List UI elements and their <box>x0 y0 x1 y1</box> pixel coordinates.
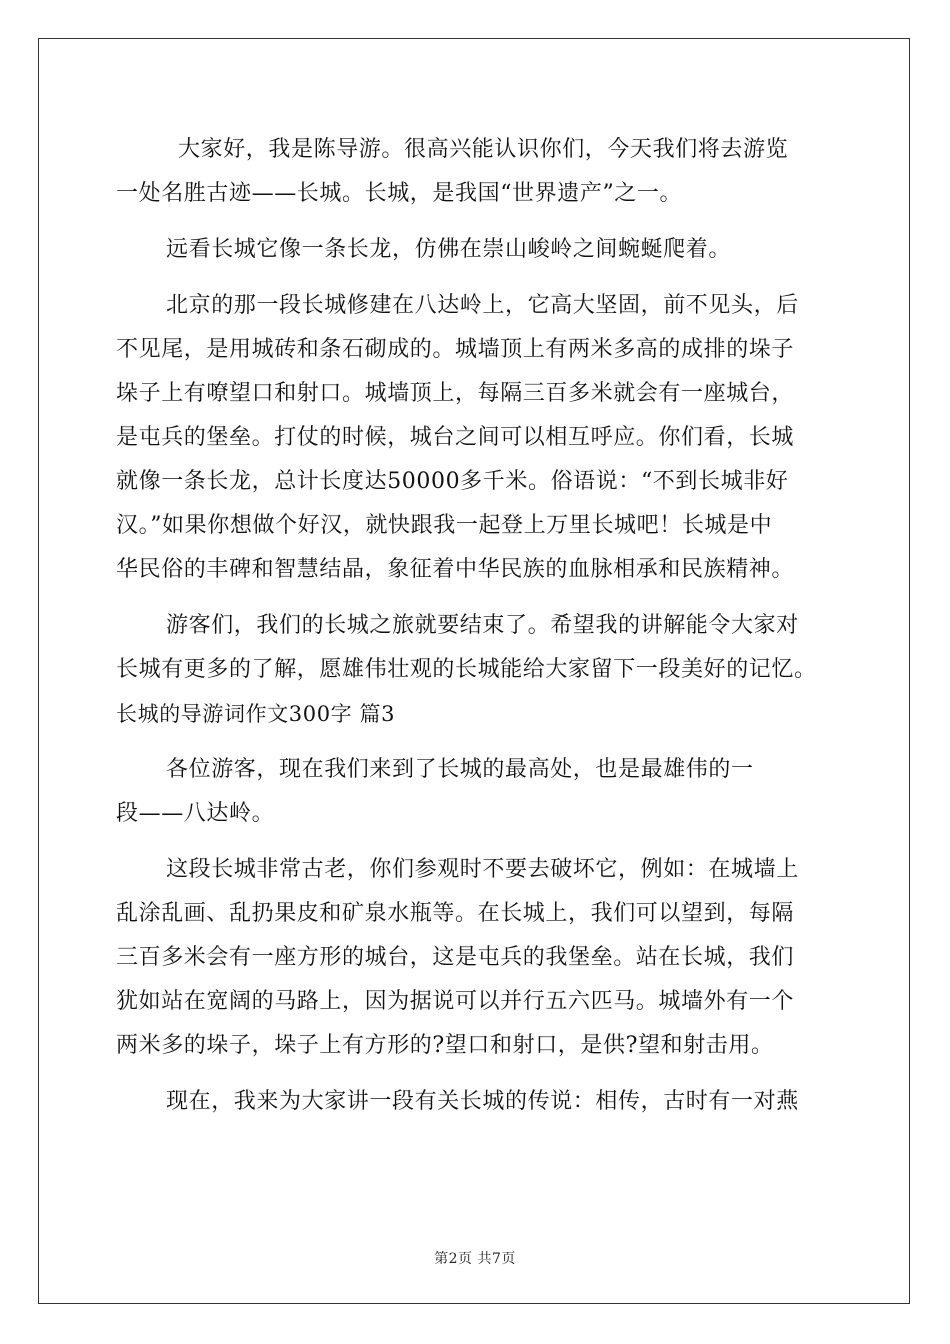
text-line: 就像一条长龙，总计长度达50000多千米。俗语说：“不到长城非好 <box>116 469 789 494</box>
text-line: 这段长城非常古老，你们参观时不要去破坏它，例如：在城墙上 <box>166 857 799 882</box>
paragraph-farewell <box>116 604 856 692</box>
text-line: 各位游客，现在我们来到了长城的最高处，也是最雄伟的一 <box>166 757 754 782</box>
text-line: 乱涂乱画、乱扔果皮和矿泉水瓶等。在长城上，我们可以望到，每隔 <box>116 901 795 926</box>
text-line: 北京的那一段长城修建在八达岭上，它高大坚固，前不见头，后 <box>166 293 799 318</box>
text-line: 游客们，我们的长城之旅就要结束了。希望我的讲解能令大家对 <box>166 613 799 638</box>
text-line: 是屯兵的堡垒。打仗的时候，城台之间可以相互呼应。你们看，长城 <box>116 425 795 450</box>
paragraph-legend <box>116 1080 856 1124</box>
text-line: 长城有更多的了解，愿雄伟壮观的长城能给大家留下一段美好的记忆。 <box>116 657 817 682</box>
paragraph-badaling <box>116 284 856 592</box>
text-line: 不见尾，是用城砖和条石砌成的。城墙顶上有两米多高的成排的垛子 <box>116 337 795 362</box>
paragraph-ancient-wall <box>116 848 856 1068</box>
text-line: 一处名胜古迹——长城。长城，是我国“世界遗产”之一。 <box>116 181 683 206</box>
text-line: 华民俗的丰碑和智慧结晶，象征着中华民族的血脉相承和民族精神。 <box>116 557 795 582</box>
page-footer: 第2页 共7页 <box>434 1251 516 1267</box>
text-line: 两米多的垛子，垛子上有方形的?望口和射口，是供?望和射击用。 <box>116 1033 774 1058</box>
text-line: 远看长城它像一条长龙，仿佛在崇山峻岭之间蜿蜒爬着。 <box>166 237 732 262</box>
text-line: 大家好，我是陈导游。很高兴能认识你们，今天我们将去游览 <box>178 137 789 162</box>
paragraph-view <box>116 228 856 272</box>
text-line: 段——八达岭。 <box>116 801 275 826</box>
text-line: 现在，我来为大家讲一段有关长城的传说：相传，古时有一对燕 <box>166 1089 799 1114</box>
text-line: 三百多米会有一座方形的城台，这是屯兵的我堡垒。站在长城，我们 <box>116 945 795 970</box>
document-body <box>116 128 856 1124</box>
text-line: 垛子上有嘹望口和射口。城墙顶上，每隔三百多米就会有一座城台， <box>116 381 795 406</box>
paragraph-greeting <box>116 128 856 216</box>
text-line: 犹如站在宽阔的马路上，因为据说可以并行五六匹马。城墙外有一个 <box>116 989 795 1014</box>
section-heading: 长城的导游词作文300字 篇3 <box>116 702 396 726</box>
text-line: 汉。”如果你想做个好汉，就快跟我一起登上万里长城吧！长城是中 <box>116 513 773 538</box>
paragraph-highest-point <box>116 748 856 836</box>
